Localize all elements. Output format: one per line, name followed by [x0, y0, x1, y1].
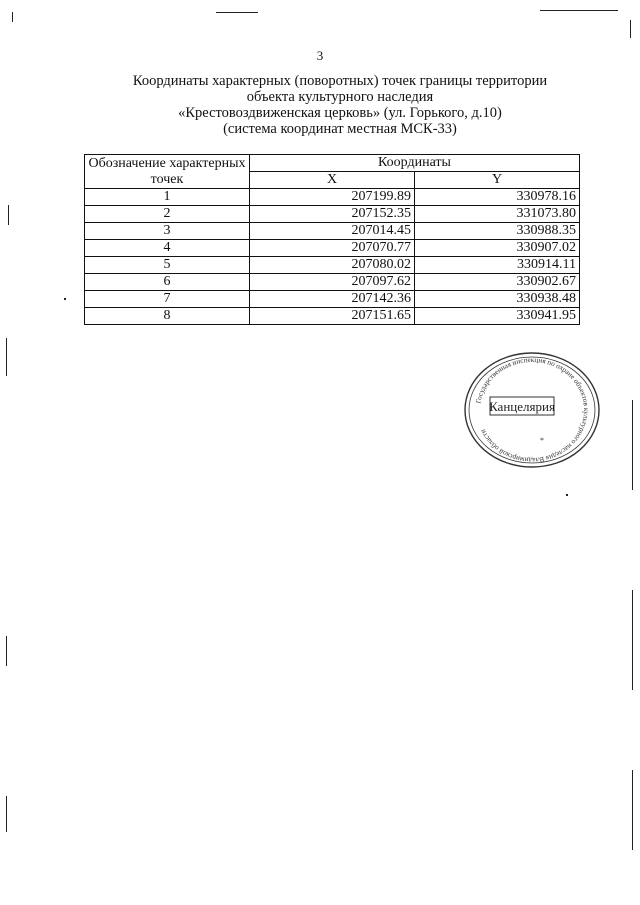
scan-mark-top-rule-1 — [216, 12, 258, 13]
x-value: 207152.35 — [250, 206, 415, 223]
point-number: 3 — [85, 223, 250, 240]
y-value: 330902.67 — [415, 274, 580, 291]
point-number: 6 — [85, 274, 250, 291]
scan-mark-right-1 — [630, 20, 631, 38]
point-number: 8 — [85, 308, 250, 325]
x-value: 207070.77 — [250, 240, 415, 257]
y-value: 330941.95 — [415, 308, 580, 325]
title-line-1: Координаты характерных (поворотных) точек границы территории — [132, 73, 548, 89]
header-coordinates: Координаты — [250, 155, 580, 172]
scan-mark-left-4 — [6, 796, 7, 832]
table-row — [85, 189, 580, 206]
y-value: 330988.35 — [415, 223, 580, 240]
y-value: 330938.48 — [415, 291, 580, 308]
y-value: 330914.11 — [415, 257, 580, 274]
point-number: 5 — [85, 257, 250, 274]
title-line-4: (система координат местная МСК-33) — [223, 121, 457, 137]
x-value: 207014.45 — [250, 223, 415, 240]
scan-speck — [566, 494, 568, 496]
point-number: 1 — [85, 189, 250, 206]
scan-mark-right-4 — [632, 770, 633, 850]
table-row — [85, 206, 580, 223]
scan-mark-left-2 — [6, 338, 7, 376]
y-value: 331073.80 — [415, 206, 580, 223]
x-value: 207142.36 — [250, 291, 415, 308]
stamp-center-text: Канцелярия — [489, 399, 555, 414]
title-line-3: «Крестовоздвиженская церковь» (ул. Горького, д.10) — [178, 105, 502, 121]
document-title — [110, 73, 570, 137]
header-designation: Обозначение характерных точек — [85, 155, 250, 189]
scan-mark-left-3 — [6, 636, 7, 666]
point-number: 4 — [85, 240, 250, 257]
y-value: 330978.16 — [415, 189, 580, 206]
scan-mark-right-3 — [632, 590, 633, 690]
x-value: 207080.02 — [250, 257, 415, 274]
x-value: 207151.65 — [250, 308, 415, 325]
scan-speck — [64, 298, 66, 300]
header-x: X — [250, 172, 415, 189]
table-row — [85, 274, 580, 291]
stamp-star-icon: * — [540, 436, 544, 445]
y-value: 330907.02 — [415, 240, 580, 257]
point-number: 7 — [85, 291, 250, 308]
table-row — [85, 308, 580, 325]
point-number: 2 — [85, 206, 250, 223]
scan-mark-left-1 — [8, 205, 9, 225]
official-stamp — [462, 351, 602, 469]
scan-mark-top-rule-2 — [540, 10, 618, 11]
x-value: 207097.62 — [250, 274, 415, 291]
page-number: 3 — [316, 48, 324, 63]
scan-mark-right-2 — [632, 400, 633, 490]
title-line-2: объекта культурного наследия — [246, 89, 434, 105]
stamp-ring-text: Государственная инспекция по охране объектов культурного наследия Владимирской области — [474, 355, 591, 465]
table-row — [85, 257, 580, 274]
coordinates-table — [84, 154, 580, 325]
header-y: Y — [415, 172, 580, 189]
scan-mark-top-left — [12, 12, 13, 22]
x-value: 207199.89 — [250, 189, 415, 206]
table-row — [85, 291, 580, 308]
table-row — [85, 223, 580, 240]
table-row — [85, 240, 580, 257]
